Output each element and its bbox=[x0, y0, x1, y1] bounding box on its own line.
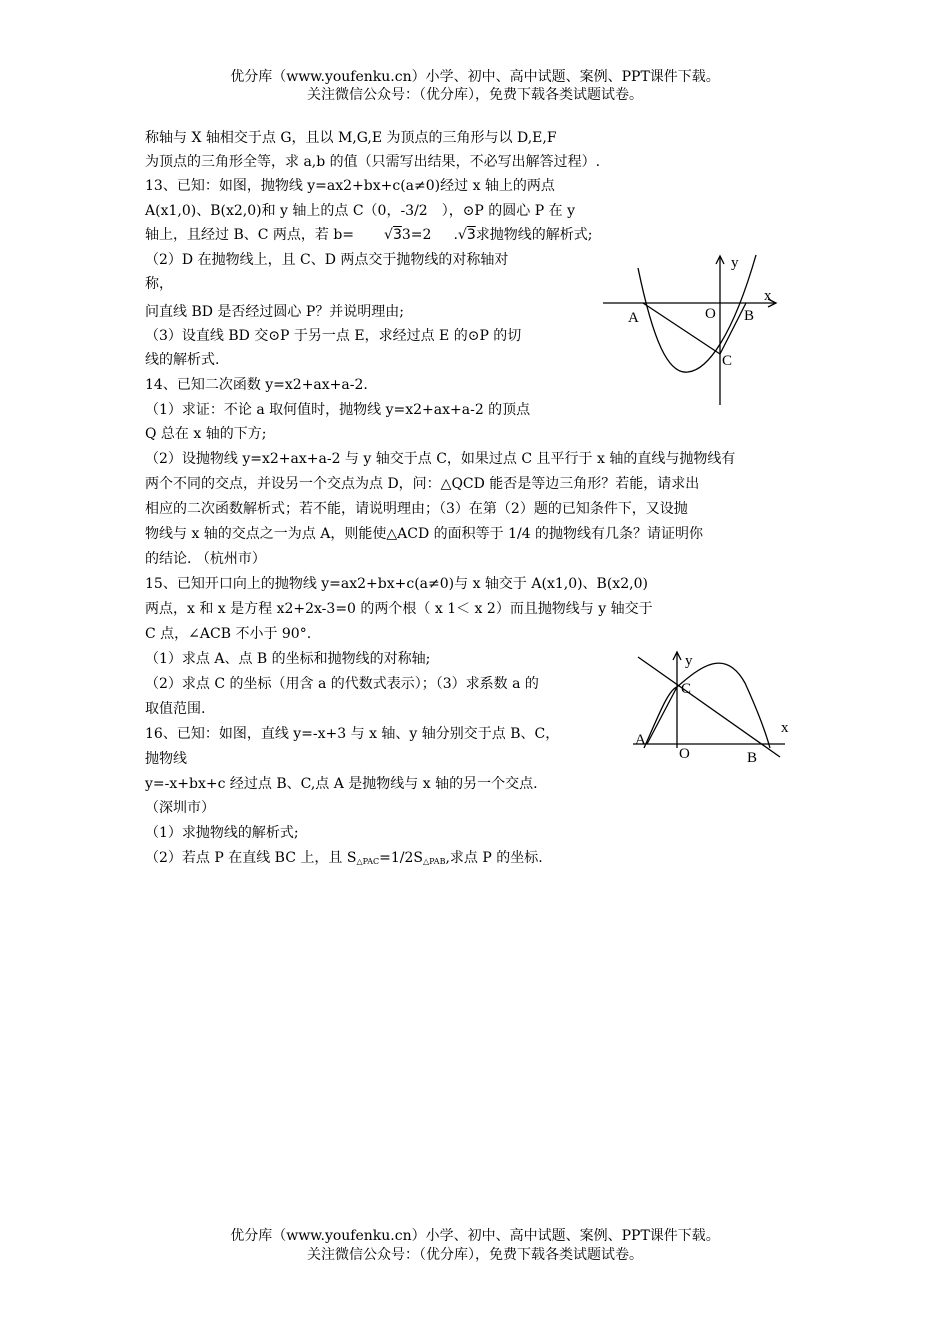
q14-line-8: 的结论. （杭州市） bbox=[145, 551, 266, 567]
q13-line-5: 称， bbox=[145, 276, 173, 292]
q15-line-1: 15、已知开口向上的抛物线 y=ax2+bx+c(a≠0)与 x 轴交于 A(x1,0)、B(x2,0) bbox=[145, 576, 648, 592]
fig1-label-B: B bbox=[744, 308, 755, 324]
q15-line-2: 两点，x 和 x 是方程 x2+2x-3=0 的两个根（ x 1＜ x 2）而且抛物线与 y 轴交于 bbox=[145, 601, 653, 617]
q15-line-4: （1）求点 A、点 B 的坐标和抛物线的对称轴; bbox=[145, 651, 431, 667]
q13-line-3-text-a: 轴上，且经过 B、C 两点，若 b= bbox=[145, 227, 355, 243]
q13-line-2: A(x1,0)、B(x2,0)和 y 轴上的点 C（0，-3/2 ），⊙P 的圆心 P 在 y bbox=[145, 203, 575, 219]
fig1-parabola-curve bbox=[638, 255, 756, 372]
q16-line-5: （1）求抛物线的解析式; bbox=[145, 825, 299, 841]
q15-line-5: （2）求点 C 的坐标（用含 a 的代数式表示）；（3）求系数 a 的 bbox=[145, 676, 539, 692]
q16-line-4: （深圳市） bbox=[145, 800, 215, 816]
q14-line-7: 物线与 x 轴的交点之一为点 A，则能使△ACD 的面积等于 1/4 的抛物线有几条？请证明你 bbox=[145, 526, 704, 542]
q14-line-3: Q 总在 x 轴的下方; bbox=[145, 426, 267, 442]
q15-line-6: 取值范围. bbox=[145, 701, 206, 717]
subscript-pac: △PAC bbox=[356, 857, 380, 866]
fig1-segment-BC bbox=[720, 303, 746, 354]
q14-line-4: （2）设抛物线 y=x2+ax+a-2 与 y 轴交于点 C，如果过点 C 且平行于 x 轴的直线与抛物线有 bbox=[145, 451, 736, 467]
q16-line-2: 抛物线 bbox=[145, 751, 187, 767]
fig1-label-A: A bbox=[628, 310, 639, 326]
fig2-label-B: B bbox=[747, 750, 758, 766]
fig2-label-y: y bbox=[685, 653, 693, 669]
fig1-label-O: O bbox=[705, 306, 716, 322]
footer-line-1: 优分库（www.youfenku.cn）小学、初中、高中试题、案例、PPT课件下载。 bbox=[230, 1228, 720, 1244]
fig2-label-A: A bbox=[635, 732, 646, 748]
q14-line-5: 两个不同的交点，并设另一个交点为点 D，问：△QCD 能否是等边三角形？若能，请求出 bbox=[145, 476, 700, 492]
q13-line-1: 13、已知：如图，抛物线 y=ax2+bx+c(a≠0)经过 x 轴上的两点 bbox=[145, 178, 555, 194]
subscript-pab: △PAB bbox=[423, 857, 446, 866]
sqrt-3-symbol: √3 bbox=[384, 227, 402, 243]
q14-line-6: 相应的二次函数解析式；若不能，请说明理由；（3）在第（2）题的已知条件下，又设抛 bbox=[145, 501, 688, 517]
q16-line-1: 16、已知：如图，直线 y=-x+3 与 x 轴、y 轴分别交于点 B、C， bbox=[145, 726, 560, 742]
q15-line-3: C 点，∠ACB 不小于 90°. bbox=[145, 626, 312, 642]
fig2-label-O: O bbox=[679, 746, 690, 762]
fig1-label-x: x bbox=[764, 288, 772, 304]
footer-line-2: 关注微信公众号：（优分库），免费下载各类试题试卷。 bbox=[307, 1247, 643, 1263]
q13-line-3: 轴上，且经过 B、C 两点，若 b= √33=2 .√3求抛物线的解析式; bbox=[145, 227, 593, 243]
header-line-1: 优分库（www.youfenku.cn）小学、初中、高中试题、案例、PPT课件下载。 bbox=[230, 69, 720, 85]
q14-line-2: （1）求证：不论 a 取何值时，抛物线 y=x2+ax+a-2 的顶点 bbox=[145, 402, 531, 418]
q13-line-8: 线的解析式. bbox=[145, 352, 220, 368]
q13-line-3-text-b: 3=2 bbox=[401, 227, 432, 243]
q13-line-3-text-c: 求抛物线的解析式; bbox=[475, 227, 593, 243]
q16-line-3: y=-x+bx+c 经过点 B、C,点 A 是抛物线与 x 轴的另一个交点. bbox=[145, 776, 538, 792]
q13-line-4: （2）D 在抛物线上，且 C、D 两点交于抛物线的对称轴对 bbox=[145, 252, 509, 268]
q16-line-6: （2）若点 P 在直线 BC 上，且 $S_{\triangle PAC}=1/2S_{\triangle PAB}$,求点 P 的坐标. bbox=[145, 850, 543, 866]
fig1-label-C: C bbox=[722, 353, 733, 369]
q12-line-2: 为顶点的三角形全等，求 a,b 的值（只需写出结果，不必写出解答过程）. bbox=[145, 154, 601, 170]
header-line-2: 关注微信公众号：（优分库），免费下载各类试题试卷。 bbox=[307, 87, 643, 103]
q12-line-1: 称轴与 X 轴相交于点 G，且以 M,G,E 为顶点的三角形与以 D,E,F bbox=[145, 130, 557, 146]
q14-line-1: 14、已知二次函数 y=x2+ax+a-2. bbox=[145, 377, 368, 393]
fig1-label-y: y bbox=[731, 255, 739, 271]
q13-line-7: （3）设直线 BD 交⊙P 于另一点 E，求经过点 E 的⊙P 的切 bbox=[145, 328, 522, 344]
figure-q13-parabola bbox=[598, 250, 788, 410]
sqrt-3-symbol-2: √3 bbox=[457, 227, 476, 243]
fig2-segment-AC bbox=[647, 687, 677, 744]
fig2-label-C: C bbox=[681, 681, 692, 697]
fig2-label-x: x bbox=[781, 720, 789, 736]
q13-line-6: 问直线 BD 是否经过圆心 P？并说明理由; bbox=[145, 304, 404, 320]
figure-q16-line-parabola bbox=[630, 645, 800, 775]
fig2-line-BC bbox=[638, 657, 780, 757]
